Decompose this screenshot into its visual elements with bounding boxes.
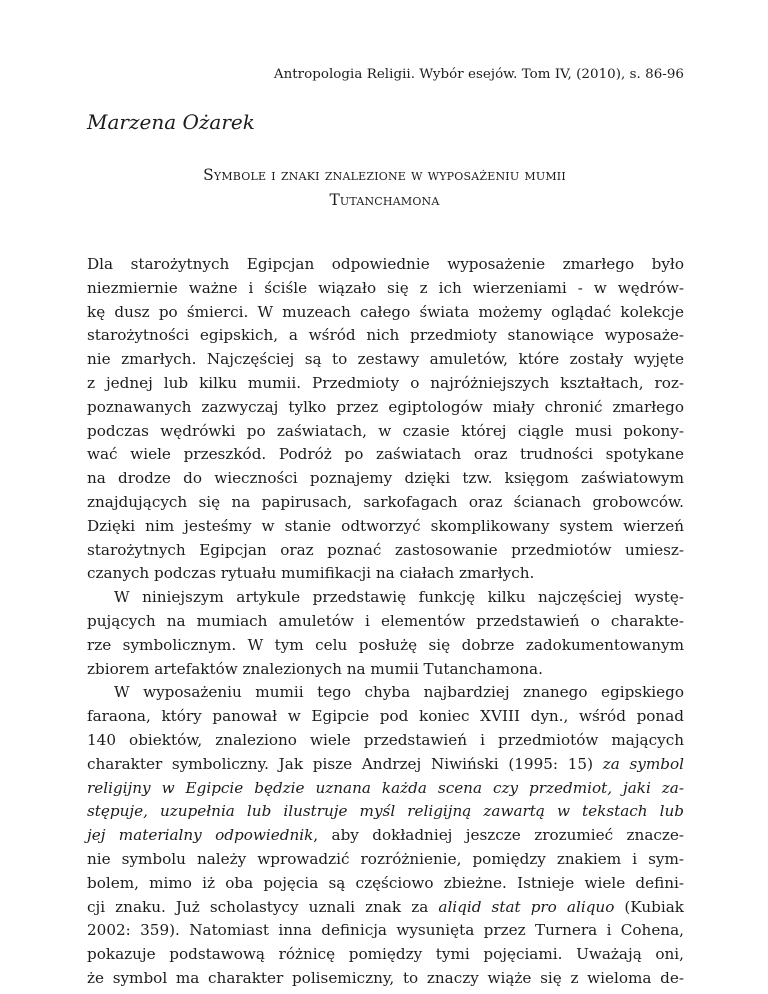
title-line: Symbole i znaki znalezione w wyposażeniu mumii bbox=[203, 166, 566, 184]
text-segment: charakter symboliczny. Jak pisze Andrzej Niwiński (1995: 15) bbox=[87, 754, 603, 773]
text-line bbox=[87, 896, 684, 920]
text-line: pokazuje podstawową różnicę pomiędzy tymi pojęciami. Uważają oni, bbox=[87, 945, 684, 964]
text-line: faraona, który panował w Egipcie pod koniec XVIII dyn., wśród ponad bbox=[87, 707, 684, 726]
text-line: W niniejszym artykule przedstawię funkcję kilku najczęściej wystę- bbox=[114, 588, 684, 607]
text-line: czanych podczas rytuału mumifikacji na ciałach zmarłych. bbox=[87, 564, 535, 583]
text-line: starożytnych Egipcjan oraz poznać zastosowanie przedmiotów umiesz- bbox=[87, 540, 684, 559]
text-segment: (Kubiak bbox=[614, 897, 684, 916]
text-line: na drodze do wieczności poznajemy dzięki tzw. księgom zaświatowym bbox=[87, 469, 684, 488]
text-line: 2002: 359). Natomiast inna definicja wysunięta przez Turnera i Cohena, bbox=[87, 921, 684, 940]
text-line: że symbol ma charakter polisemiczny, to znaczy wiąże się z wieloma de- bbox=[87, 968, 684, 987]
text-line: znajdujących się na papirusach, sarkofagach oraz ścianach grobowców. bbox=[87, 492, 684, 511]
italic-quote: jej materialny odpowiednik bbox=[87, 826, 314, 845]
body-text bbox=[87, 253, 684, 991]
text-line: pujących na mumiach amuletów i elementów przedstawień o charakte- bbox=[87, 611, 684, 630]
text-line: poznawanych zazwyczaj tylko przez egiptologów miały chronić zmarłego bbox=[87, 397, 684, 416]
text-line: podczas wędrówki po zaświatach, w czasie której ciągle musi pokony- bbox=[87, 421, 684, 440]
author-name: Marzena Ożarek bbox=[87, 110, 255, 134]
title-line: Tutanchamona bbox=[329, 191, 440, 209]
latin-phrase: aliqid stat pro aliquo bbox=[438, 897, 615, 916]
text-line: Dla starożytnych Egipcjan odpowiednie wyposażenie zmarłego było bbox=[87, 255, 684, 273]
text-line bbox=[87, 824, 684, 848]
text-line: zbiorem artefaktów znalezionych na mumii Tutanchamona. bbox=[87, 659, 543, 678]
text-line: z jednej lub kilku mumii. Przedmioty o najróżniejszych kształtach, roz- bbox=[87, 373, 684, 392]
text-line bbox=[87, 800, 684, 824]
text-line: niezmiernie ważne i ściśle wiązało się z ich wierzeniami - w wędrów- bbox=[87, 278, 684, 297]
text-line: W wyposażeniu mumii tego chyba najbardziej znanego egipskiego bbox=[114, 683, 684, 702]
text-line: kę dusz po śmierci. W muzeach całego świata możemy oglądać kolekcje bbox=[87, 302, 684, 321]
text-line: wać wiele przeszkód. Podróż po zaświatach oraz trudności spotykane bbox=[87, 445, 684, 464]
text-line bbox=[87, 777, 684, 801]
text-line: nie zmarłych. Najczęściej są to zestawy amuletów, które zostały wyjęte bbox=[87, 350, 684, 369]
text-segment: , aby dokładniej jeszcze zrozumieć znacze- bbox=[313, 826, 684, 845]
text-line: nie symbolu należy wprowadzić rozróżnienie, pomiędzy znakiem i sym- bbox=[87, 849, 684, 868]
text-line: starożytności egipskich, a wśród nich przedmioty stanowiące wyposaże- bbox=[87, 326, 684, 345]
text-line: rze symbolicznym. W tym celu posłużę się dobrze zadokumentowanym bbox=[87, 635, 684, 654]
running-header: Antropologia Religii. Wybór esejów. Tom IV, (2010), s. 86-96 bbox=[273, 67, 684, 82]
text-line: 140 obiektów, znaleziono wiele przedstawień i przedmiotów mających bbox=[87, 730, 684, 749]
article-title bbox=[87, 163, 682, 213]
italic-quote: za symbol bbox=[602, 754, 684, 773]
text-line: Dzięki nim jesteśmy w stanie odtworzyć skomplikowany system wierzeń bbox=[87, 516, 684, 535]
text-line: bolem, mimo iż oba pojęcia są częściowo zbieżne. Istnieje wiele defini- bbox=[87, 873, 684, 892]
italic-quote: stępuje, uzupełnia lub ilustruje myśl religijną zawartą w tekstach lub bbox=[87, 802, 684, 821]
text-line bbox=[87, 753, 684, 777]
text-segment: cji znaku. Już scholastycy uznali znak za bbox=[87, 897, 439, 916]
italic-quote: religijny w Egipcie będzie uznana każda scena czy przedmiot, jaki za- bbox=[87, 778, 684, 797]
